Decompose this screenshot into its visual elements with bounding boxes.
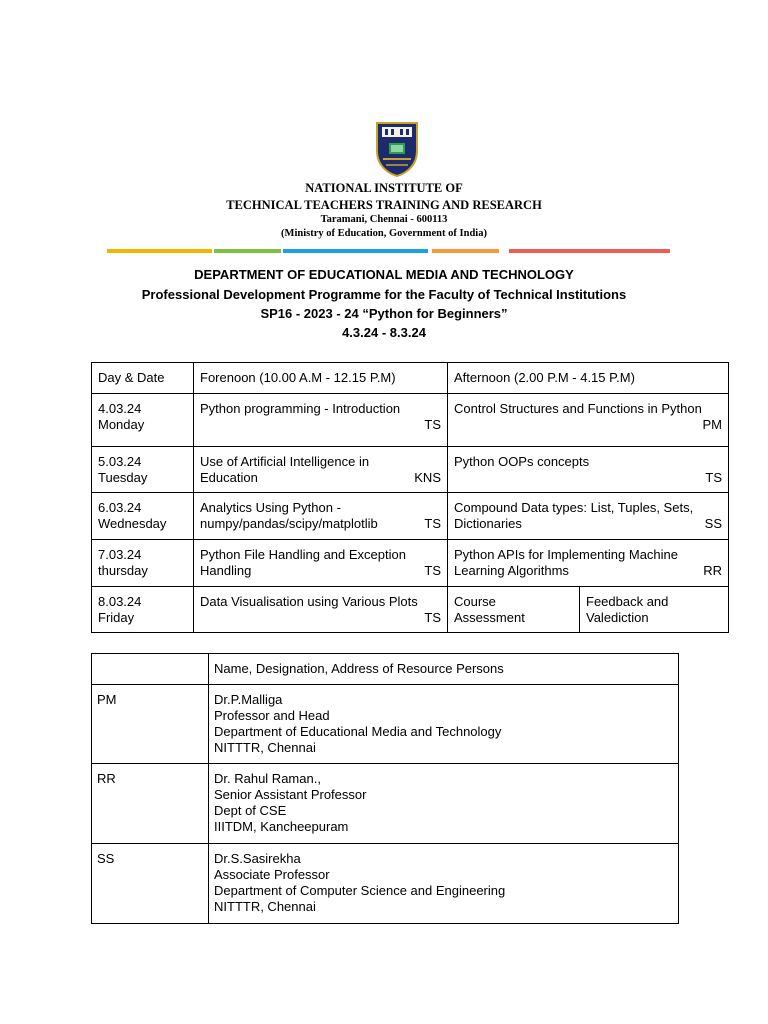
session-title-line2: [200, 470, 441, 486]
institute-name-line2: TECHNICAL TEACHERS TRAINING AND RESEARCH: [226, 198, 542, 212]
person-details: [209, 764, 679, 844]
schedule-row: [92, 394, 729, 447]
date: 7.03.24: [98, 547, 142, 562]
session-title-cont: Dictionaries: [454, 516, 522, 531]
forenoon-session: [194, 587, 448, 633]
person-name: Dr.P.Malliga: [214, 692, 283, 707]
session-code: TS: [705, 470, 722, 485]
afternoon-session: [448, 394, 729, 447]
schedule-row: [92, 493, 729, 540]
schedule-row: [92, 587, 729, 633]
session-title: Python OOPs concepts: [454, 454, 590, 469]
day-date-cell: [92, 540, 194, 587]
institute-name-line1: NATIONAL INSTITUTE OF: [305, 181, 463, 195]
person-institution: NITTTR, Chennai: [214, 740, 316, 755]
session-title-cont: Education: [200, 470, 258, 485]
day-date-cell: [92, 394, 194, 447]
afternoon-session: [448, 493, 729, 540]
session-title-line2: [454, 516, 722, 532]
session-code: RR: [703, 563, 722, 578]
day: Friday: [98, 610, 135, 625]
person-department: Dept of CSE: [214, 803, 287, 818]
header-code-cell: [92, 654, 209, 685]
person-institution: NITTTR, Chennai: [214, 899, 316, 914]
day: Wednesday: [98, 516, 167, 531]
person-details: [209, 685, 679, 764]
programme-code: SP16 - 2023 - 24 “Python for Beginners”: [260, 306, 508, 321]
forenoon-session: [194, 540, 448, 587]
session-title-cont: numpy/pandas/scipy/matplotlib: [200, 516, 378, 531]
afternoon-session-valediction: [580, 587, 729, 633]
schedule-header-row: [92, 363, 729, 394]
forenoon-session: [194, 493, 448, 540]
person-designation: Associate Professor: [214, 867, 330, 882]
header-forenoon: Forenoon (10.00 A.M - 12.15 P.M): [194, 363, 448, 394]
session-title: Data Visualisation using Various Plots: [200, 594, 418, 609]
day: thursday: [98, 563, 148, 578]
person-designation: Senior Assistant Professor: [214, 787, 367, 802]
color-bar-yellow: [107, 249, 212, 253]
session-title-cont: Valediction: [586, 610, 649, 625]
person-row: [92, 844, 679, 924]
afternoon-session: [448, 540, 729, 587]
session-title-cont: Handling: [200, 563, 252, 578]
header-afternoon: Afternoon (2.00 P.M - 4.15 P.M): [448, 363, 729, 394]
session-title: Feedback and: [586, 594, 669, 609]
day-date-cell: [92, 447, 194, 493]
session-title: Python programming - Introduction: [200, 401, 401, 416]
person-designation: Professor and Head: [214, 708, 330, 723]
resource-persons-table: [91, 653, 679, 924]
session-title: Course: [454, 594, 496, 609]
person-row: [92, 685, 679, 764]
person-code: RR: [92, 764, 209, 844]
schedule-table: [91, 362, 729, 633]
department-title: DEPARTMENT OF EDUCATIONAL MEDIA AND TECHNOLOGY: [194, 267, 574, 282]
person-name: Dr.S.Sasirekha: [214, 851, 301, 866]
session-title: Analytics Using Python -: [200, 500, 341, 515]
color-bar-red: [509, 249, 670, 253]
session-title-line2: [200, 516, 441, 532]
color-bar-orange: [432, 249, 499, 253]
schedule-row: [92, 447, 729, 493]
schedule-row: [92, 540, 729, 587]
session-code: TS: [424, 610, 441, 625]
forenoon-session: [194, 447, 448, 493]
person-row: [92, 764, 679, 844]
session-code: TS: [424, 563, 441, 578]
date: 4.03.24: [98, 401, 142, 416]
day-date-cell: [92, 493, 194, 540]
date: 6.03.24: [98, 500, 142, 515]
session-title: Control Structures and Functions in Python: [454, 401, 702, 416]
date: 8.03.24: [98, 594, 142, 609]
session-title: Python APIs for Implementing Machine: [454, 547, 679, 562]
institute-address: Taramani, Chennai - 600113: [320, 214, 448, 225]
afternoon-session: [448, 447, 729, 493]
header-persons: Name, Designation, Address of Resource Persons: [209, 654, 679, 685]
programme-title: Professional Development Programme for the Faculty of Technical Institutions: [141, 287, 627, 302]
day: Tuesday: [98, 470, 148, 485]
programme-dates: 4.3.24 - 8.3.24: [342, 325, 426, 340]
session-title: Compound Data types: List, Tuples, Sets,: [454, 500, 694, 515]
session-code: KNS: [414, 470, 441, 485]
persons-header-row: [92, 654, 679, 685]
person-code: PM: [92, 685, 209, 764]
person-department: Department of Computer Science and Engineering: [214, 883, 506, 898]
session-code: TS: [424, 417, 441, 432]
afternoon-session-assessment: [448, 587, 580, 633]
color-bar-green: [214, 249, 281, 253]
session-title-line2: [200, 563, 441, 579]
forenoon-session: [194, 394, 448, 447]
session-title: Python File Handling and Exception: [200, 547, 406, 562]
session-title: Use of Artificial Intelligence in: [200, 454, 370, 469]
session-code: PM: [702, 417, 722, 432]
color-bar-blue: [283, 249, 428, 253]
person-department: Department of Educational Media and Technology: [214, 724, 502, 739]
person-details: [209, 844, 679, 924]
person-institution: IIITDM, Kancheepuram: [214, 819, 349, 834]
institute-crest-icon: [373, 121, 421, 177]
date: 5.03.24: [98, 454, 142, 469]
session-title-line2: [454, 563, 722, 579]
day-date-cell: [92, 587, 194, 633]
session-code: TS: [424, 516, 441, 531]
person-code: SS: [92, 844, 209, 924]
session-title-cont: Assessment: [454, 610, 525, 625]
person-name: Dr. Rahul Raman.,: [214, 771, 321, 786]
institute-ministry: (Ministry of Education, Government of India): [281, 228, 487, 239]
day: Monday: [98, 417, 145, 432]
session-code: SS: [704, 516, 722, 531]
header-day-date: Day & Date: [92, 363, 194, 394]
session-title-cont: Learning Algorithms: [454, 563, 569, 578]
